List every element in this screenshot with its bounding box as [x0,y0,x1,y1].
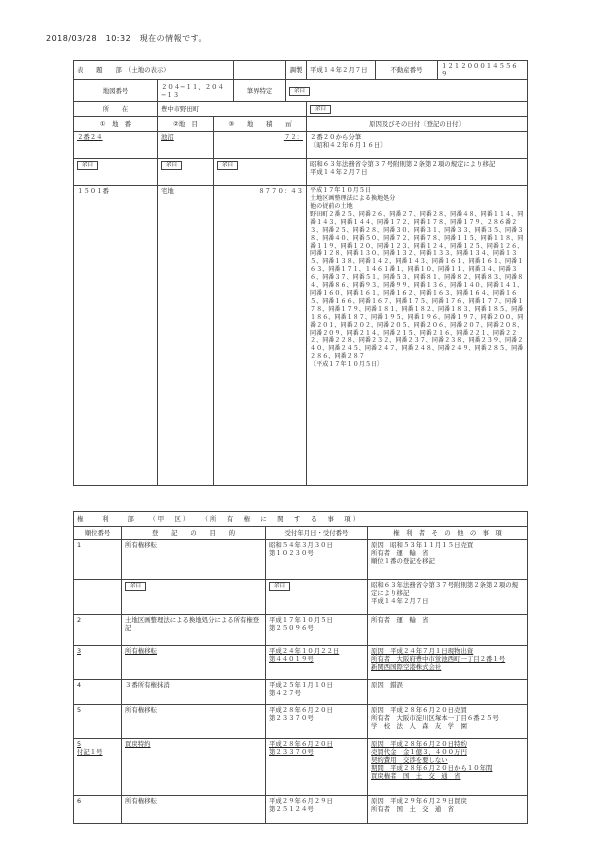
jun-cell: 1 [74,540,122,580]
col-jun: 順位番号 [74,527,122,540]
col-genin: 原因及びその日付〔登記の日付〕 [307,117,528,132]
table-row [74,680,528,705]
fudosan-value: １２１２０００１４５５６９ [438,61,528,80]
uketsuke-cell: 平成２８年６月２０日 第２３３７０号 [266,705,368,739]
mokuteki-cell: 所有権移転 [122,796,266,824]
table-row [74,186,528,486]
chiban-cell: ２番２４ [74,132,158,159]
table-row [74,796,528,824]
mokuteki-cell: ３番所有権抹消 [122,680,266,705]
chosei-value: 平成１４年２月７日 [307,61,376,80]
genin-cell: 昭和６３年法務省令第３７号附則第２条第２項の規定により移記 平成１４年２月７日 [307,159,528,186]
hikkai-label: 筆界特定 [234,80,286,102]
hyodai-table [73,60,528,486]
yohaku-stamp: 余白 [310,105,331,114]
mokuteki-cell: 所有権移転 [122,540,266,580]
genin-cell: ２番２０から分筆 〔昭和４２年６月１６日〕 [307,132,528,159]
jun-cell: 5 付記１号 [74,739,122,796]
mokuteki-cell: 土地区画整理法による換地処分による所有権登記 [122,615,266,646]
mokuteki-cell: 所有権移転 [122,705,266,739]
shozai-value: 豊中市野田町 [158,102,307,117]
yohaku-stamp: 余白 [161,161,182,170]
yohaku-stamp: 余白 [269,582,290,591]
yohaku-stamp: 余白 [125,582,146,591]
kenri-table [73,511,528,824]
table-row [74,132,528,159]
page-header-timestamp: 2018/03/28 10:32 現在の情報です。 [46,34,208,43]
yohaku-stamp: 余白 [77,161,98,170]
jun-cell: 3 [74,646,122,680]
jiko-cell: 原因 昭和５３年１１月１５日売買 所有者 運 輸 省 順位１番の登記を移記 [368,540,528,580]
table-row [74,739,528,796]
uketsuke-cell: 昭和５４年３月３０日 第１０２３０号 [266,540,368,580]
table-row [74,646,528,680]
col-chimoku: ②地 目 [158,117,214,132]
chosei-label: 調製 [286,61,307,80]
uketsuke-cell: 平成１７年１０月５日 第２５０９６号 [266,615,368,646]
jiko-cell: 原因 平成２４年７月１日現物出資 所有者 大阪府豊中市蛍池西町一丁目２番１号 新関西国際空港株式会社 [368,646,528,680]
jun-cell: 5 [74,705,122,739]
table-row [74,615,528,646]
uketsuke-cell: 平成２４年１０月２２日 第４４０１９号 [266,646,368,680]
jiko-cell: 原因 平成２８年６月２０日売買 所有者 大阪市淀川区塚本一丁目６番２５号 学 校 法 人 森 友 学 園 [368,705,528,739]
chiban-cell: １５０１番 [74,186,158,486]
yohaku-stamp: 余白 [217,161,238,170]
jun-cell: 2 [74,615,122,646]
shozai-label: 所 在 [74,102,158,117]
table-row [74,540,528,580]
yohaku-stamp: 余白 [289,87,310,96]
jiko-cell: 原因 錯誤 [368,680,528,705]
chimoku-cell: 宅地 [158,186,214,486]
chiseki-cell: ８７７０：４３ [214,186,307,486]
chizu-value: ２０４−１１、２０４−１３ [158,80,234,102]
uketsuke-cell: 平成２８年６月２０日 第２３３７０号 [266,739,368,796]
chimoku-cell: 池沼 [158,132,214,159]
fudosan-label: 不動産番号 [376,61,438,80]
table-row [74,580,528,615]
table-row [74,705,528,739]
col-chiban: ① 地 番 [74,117,158,132]
jiko-cell: 所有者 運 輸 省 [368,615,528,646]
table-row [74,159,528,186]
col-chiseki: ③ 地 積 ㎡ [214,117,307,132]
jiko-cell: 原因 平成２８年６月２０日特約 売買代金 金１億３，４００万円 契約費用 交渉を要しない 期間 平成２８年６月２０日から１０年間 買戻権者 国 土 交 通 省 [368,739,528,796]
jiko-cell: 原因 平成２９年６月２９日買戻 所有者 国 土 交 通 省 [368,796,528,824]
uketsuke-cell: 平成２９年６月２９日 第２５１２４号 [266,796,368,824]
genin-cell: 平成１７年１０月５日 土地区画整理法による換地処分 他の従前の土地 野田町２番２５、同番２６、同番２７、同番２８、同番４８、同番１１４、同番１４３、同番１４４、同番１７２、同番１７８、同番１７９、２８６番２３、同番２５、同番２８、同番３０、同番３１、同番３３、同番３５、同番３８、同番４０、同番５０、同番７２、同番７８、同番１１５、同番１１８、同番１１９、同番１２０、同番１２３、同番１２４、同番１２５、同番１２６、同番１２８、同番１３０、同番１３２、同番１３３、同番１３４、同番１３５、同番１３８、同番１４２、同番１４３、同番１６１、同番１６１、同番１６３、同番１７１、１４６１番１、同番１０、同番１１、同番３４、同番３６、同番３７、同番５１、同番５３、同番８１、同番８２、同番８３、同番８４、同番８６、同番９３、同番９９、同番１３６、同番１４０、同番１４１、同番１６０、同番１６１、同番１６２、同番１６３、同番１６４、同番１６５、同番１６６、同番１６７、同番１７５、同番１７６、同番１７７、同番１７８、同番１７９、同番１８１、同番１８２、同番１８３、同番１８５、同番１８６、同番１８７、同番１９５、同番１９６、同番１９７、同番２００、同番２０１、同番２０２、同番２０５、同番２０６、同番２０７、同番２０８、同番２０９、同番２１４、同番２１５、同番２１６、同番２２１、同番２２２、同番２２８、同番２３２、同番２３７、同番２３８、同番２３９、同番２４０、同番２４５、同番２４７、同番２４８、同番２４９、同番２８５、同番２８６、同番２８７ 〔平成１７年１０月５日〕 [307,186,528,486]
jun-cell: 4 [74,680,122,705]
col-uketsuke: 受付年月日・受付番号 [266,527,368,540]
mokuteki-cell: 所有権移転 [122,646,266,680]
chiseki-cell: ７２： [214,132,307,159]
jiko-cell: 昭和６３年法務省令第３７号附則第２条第２項の規定により移記 平成１４年２月７日 [368,580,528,615]
uketsuke-cell: 平成２５年１月１０日 第４２７号 [266,680,368,705]
hyodai-section-title: 表 題 部 （土地の表示） [74,61,234,80]
kenri-section-title: 権 利 部 （甲 区） （所 有 権 に 関 す る 事 項） [74,512,528,527]
col-mokuteki: 登 記 の 目 的 [122,527,266,540]
jun-cell: 6 [74,796,122,824]
chizu-label: 地図番号 [74,80,158,102]
col-jiko: 権 利 者 そ の 他 の 事 項 [368,527,528,540]
mokuteki-cell: 買戻特約 [122,739,266,796]
